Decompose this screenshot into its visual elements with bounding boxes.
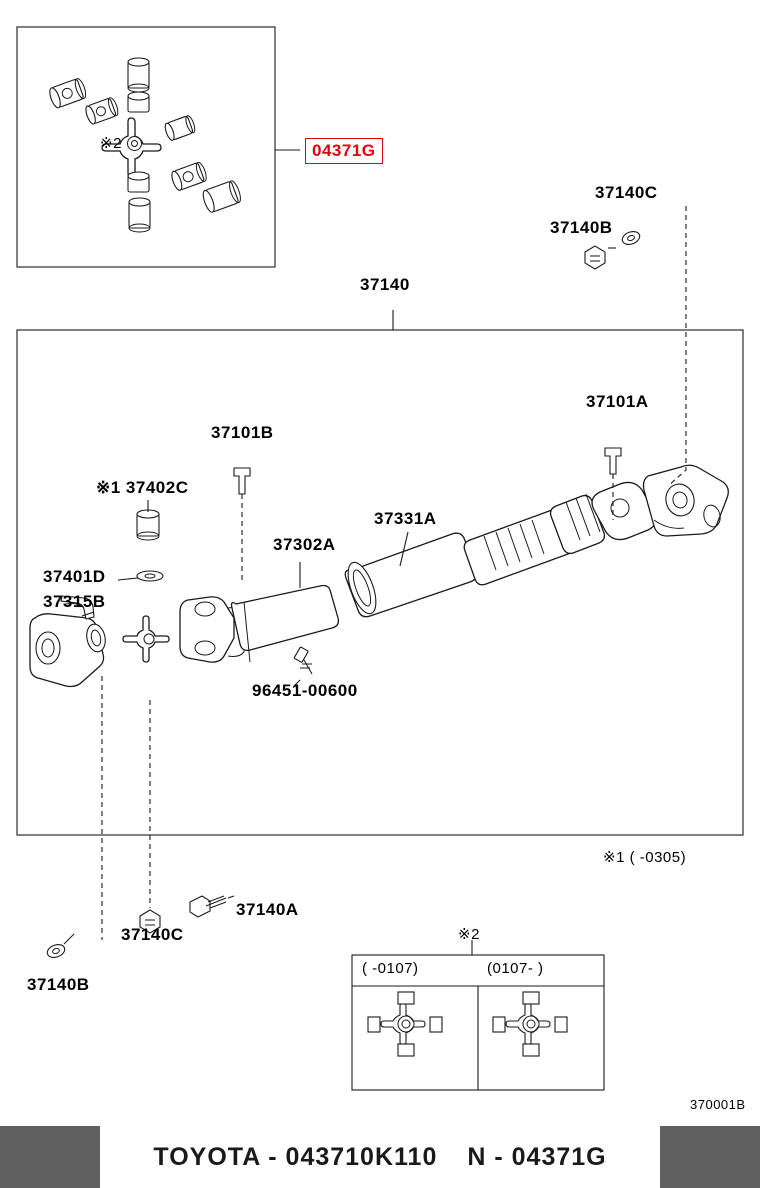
kit-inset-box [17, 27, 300, 267]
footer-bar [0, 1126, 760, 1188]
label-37315b[interactable]: 37315B [43, 592, 106, 611]
footer-part-number: N - 04371G [467, 1142, 607, 1171]
label-37101a[interactable]: 37101A [586, 392, 649, 411]
label-37101b[interactable]: 37101B [211, 423, 274, 442]
label-37302a[interactable]: 37302A [273, 535, 336, 554]
front-spider-joint [123, 510, 169, 662]
footer-brand-part: TOYOTA - 043710K110 [153, 1142, 438, 1171]
clip-a-illustration [605, 448, 621, 474]
inset2-header-left: ( -0107) [362, 960, 419, 977]
label-37331a[interactable]: 37331A [374, 509, 437, 528]
label-note-2-inset: ※2 [458, 926, 480, 943]
label-cross-mark-inset: ※2 [100, 135, 122, 152]
clip-b-illustration [234, 468, 250, 494]
sleeve-yoke [180, 465, 728, 662]
spider-variant-b [493, 992, 567, 1056]
label-37140b-bottom[interactable]: 37140B [27, 975, 90, 994]
figure-id: 370001B [690, 1097, 746, 1112]
label-96451-00600[interactable]: 96451-00600 [252, 681, 358, 700]
label-37140a[interactable]: 37140A [236, 900, 299, 919]
label-note-1: ※1 ( -0305) [603, 849, 687, 866]
bolt-illustration [294, 647, 312, 674]
label-37401d[interactable]: 37401D [43, 567, 106, 586]
label-37140c-bottom[interactable]: 37140C [121, 925, 184, 944]
spider-variant-a [368, 992, 442, 1056]
label-37140-assembly[interactable]: 37140 [360, 275, 410, 294]
label-kit-04371g[interactable]: 04371G [305, 138, 383, 164]
label-37140b-top[interactable]: 37140B [550, 218, 613, 237]
inset2-header-right: (0107- ) [487, 960, 544, 977]
footer-content [100, 1126, 660, 1188]
label-37140c-top[interactable]: 37140C [595, 183, 658, 202]
label-37402c[interactable]: ※1 37402C [96, 478, 189, 497]
